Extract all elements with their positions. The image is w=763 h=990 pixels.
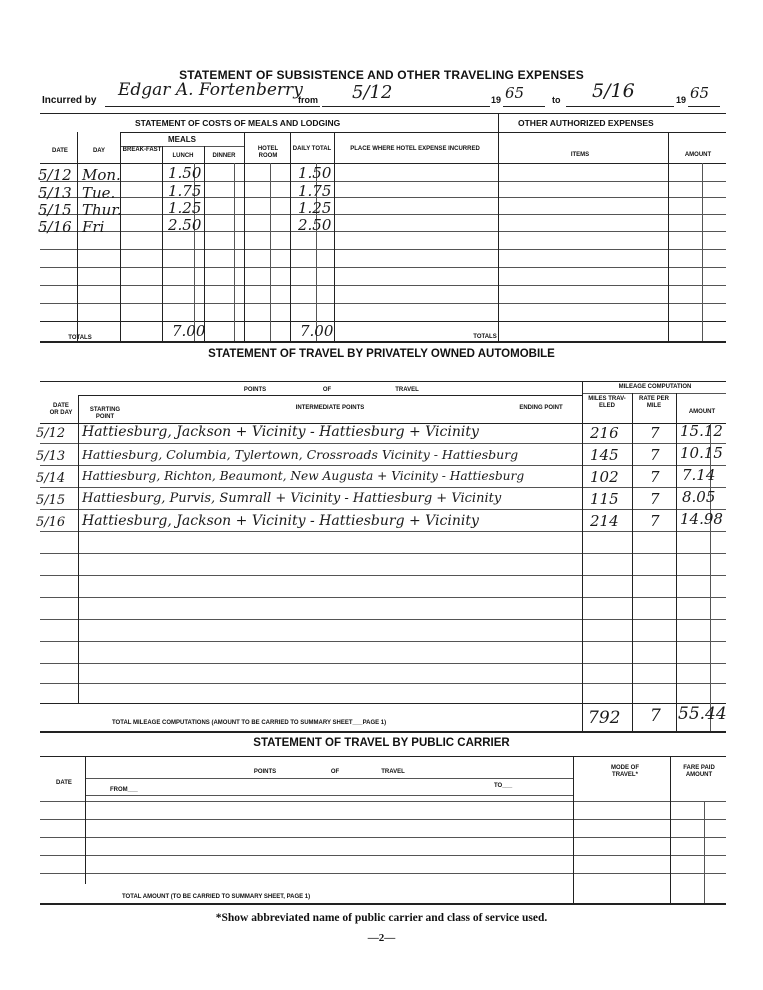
meals-row-daily: 1.50 <box>298 164 332 182</box>
auto-points-label: POINTS <box>243 387 267 393</box>
auto-row-route: Hattiesburg, Jackson + Vicinity - Hattiesburg + Vicinity <box>82 424 479 440</box>
auto-col-rate: RATE PER MILE <box>639 396 669 409</box>
auto-row-amount: 10.15 <box>680 444 723 462</box>
meals-col-day: DAY <box>92 148 106 154</box>
auto-row-date: 5/16 <box>36 515 66 530</box>
auto-row-amount: 7.14 <box>682 466 716 484</box>
auto-col-ending: ENDING POINT <box>519 405 563 411</box>
auto-col-amount: AMOUNT <box>688 409 716 415</box>
auto-row-rate: 7 <box>650 446 660 464</box>
auto-row-rate: 7 <box>650 468 660 486</box>
auto-row-route: Hattiesburg, Jackson + Vicinity - Hattiesburg + Vicinity <box>82 513 479 529</box>
auto-col-date: DATE OR DAY <box>49 403 73 416</box>
meals-row-day: Thur. <box>82 201 122 219</box>
meals-row-day: Mon. <box>82 166 121 184</box>
auto-row-route: Hattiesburg, Columbia, Tylertown, Crossroads Vicinity - Hattiesburg <box>82 447 519 462</box>
auto-section-title: STATEMENT OF TRAVEL BY PRIVATELY OWNED AUTOMOBILE <box>208 348 555 360</box>
auto-row-date: 5/12 <box>36 426 66 441</box>
auto-total-miles: 792 <box>588 708 621 728</box>
meals-col-date: DATE <box>52 148 68 154</box>
public-of-label: OF <box>330 769 340 775</box>
public-travel-label: TRAVEL <box>381 769 405 775</box>
auto-row-amount: 14.98 <box>680 510 723 528</box>
auto-row-amount: 8.05 <box>682 488 716 506</box>
to-label: to <box>552 95 561 105</box>
from-label: from <box>298 95 318 105</box>
meals-row-day: Tue. <box>82 184 116 202</box>
meals-col-lunch: LUNCH <box>172 153 194 159</box>
auto-row-miles: 216 <box>590 424 619 442</box>
auto-row-route: Hattiesburg, Richton, Beaumont, New Augusta + Vicinity - Hattiesburg <box>82 469 525 483</box>
auto-row-date: 5/15 <box>36 493 66 508</box>
auto-row-rate: 7 <box>650 490 660 508</box>
meals-row-lunch: 1.75 <box>168 182 202 200</box>
auto-of-label: OF <box>322 387 332 393</box>
public-col-mode: MODE OF TRAVEL* <box>611 765 639 778</box>
meals-row-date: 5/13 <box>38 184 72 202</box>
public-col-fare: FARE PAID AMOUNT <box>683 765 715 778</box>
public-from-label: FROM___ <box>110 787 138 793</box>
auto-col-starting: STARTING POINT <box>89 407 121 420</box>
auto-row-rate: 7 <box>650 424 660 442</box>
meals-daily-total: 7.00 <box>300 322 334 340</box>
to-date-value: 5/16 <box>592 80 635 102</box>
from-date-value: 5/12 <box>352 82 393 103</box>
meals-section-title: STATEMENT OF COSTS OF MEALS AND LODGING <box>135 118 341 128</box>
auto-row-rate: 7 <box>650 512 660 530</box>
form-title: STATEMENT OF SUBSISTENCE AND OTHER TRAVELING EXPENSES <box>179 68 584 82</box>
public-points-label: POINTS <box>253 769 277 775</box>
year-value-2: 65 <box>690 84 710 102</box>
public-total-label: TOTAL AMOUNT (TO BE CARRIED TO SUMMARY SHEET, PAGE 1) <box>122 894 311 900</box>
auto-row-date: 5/14 <box>36 471 66 486</box>
page-number: —2— <box>367 932 396 944</box>
meals-row-day: Fri <box>82 218 105 236</box>
public-section-title: STATEMENT OF TRAVEL BY PUBLIC CARRIER <box>253 737 510 749</box>
meals-col-items: ITEMS <box>570 152 590 158</box>
meals-row-daily: 1.25 <box>298 199 332 217</box>
public-col-date: DATE <box>56 780 72 786</box>
public-to-label: TO___ <box>494 783 513 789</box>
meals-col-dinner: DINNER <box>212 153 236 159</box>
auto-row-route: Hattiesburg, Purvis, Sumrall + Vicinity - Hattiesburg + Vicinity <box>82 491 502 506</box>
auto-row-miles: 214 <box>590 512 619 530</box>
meals-totals-label: TOTALS <box>68 335 92 341</box>
meals-col-place: PLACE WHERE HOTEL EXPENSE INCURRED <box>350 146 480 152</box>
meals-lunch-total: 7.00 <box>172 322 206 340</box>
auto-total-amount: 55.44 <box>678 704 727 724</box>
meals-col-amount: AMOUNT <box>684 152 712 158</box>
auto-row-miles: 102 <box>590 468 619 486</box>
meals-row-lunch: 1.25 <box>168 199 202 217</box>
meals-col-meals: MEALS <box>168 135 196 144</box>
incurred-by-value: Edgar A. Fortenberry <box>118 80 303 100</box>
auto-row-miles: 115 <box>590 490 619 508</box>
meals-row-lunch: 2.50 <box>168 216 202 234</box>
auto-row-miles: 145 <box>590 446 619 464</box>
auto-col-miles: MILES TRAV-ELED <box>588 396 626 409</box>
auto-total-label: TOTAL MILEAGE COMPUTATIONS (AMOUNT TO BE CARRIED TO SUMMARY SHEET___PAGE 1) <box>112 720 387 726</box>
auto-row-date: 5/13 <box>36 449 66 464</box>
auto-travel-label: TRAVEL <box>395 387 419 393</box>
meals-col-breakfast: BREAK-FAST <box>122 147 162 153</box>
other-expenses-title: OTHER AUTHORIZED EXPENSES <box>518 118 654 128</box>
year-prefix-1: 19 <box>491 95 502 105</box>
meals-row-date: 5/16 <box>38 218 72 236</box>
meals-row-lunch: 1.50 <box>168 164 202 182</box>
year-prefix-2: 19 <box>676 95 687 105</box>
meals-row-date: 5/15 <box>38 201 72 219</box>
meals-row-date: 5/12 <box>38 166 72 184</box>
incurred-by-label: Incurred by <box>42 95 97 106</box>
auto-col-intermediate: INTERMEDIATE POINTS <box>295 405 365 411</box>
meals-col-hotel: HOTEL ROOM <box>257 146 279 159</box>
auto-mileage-label: MILEAGE COMPUTATION <box>618 384 692 390</box>
other-totals-label: TOTALS <box>473 334 497 340</box>
meals-row-daily: 2.50 <box>298 216 332 234</box>
footer-note: *Show abbreviated name of public carrier and class of service used. <box>215 912 548 924</box>
auto-total-rate: 7 <box>650 706 661 726</box>
auto-row-amount: 15.12 <box>680 422 723 440</box>
meals-col-daily: DAILY TOTAL <box>292 146 332 152</box>
meals-row-daily: 1.75 <box>298 182 332 200</box>
year-value-1: 65 <box>505 84 525 102</box>
